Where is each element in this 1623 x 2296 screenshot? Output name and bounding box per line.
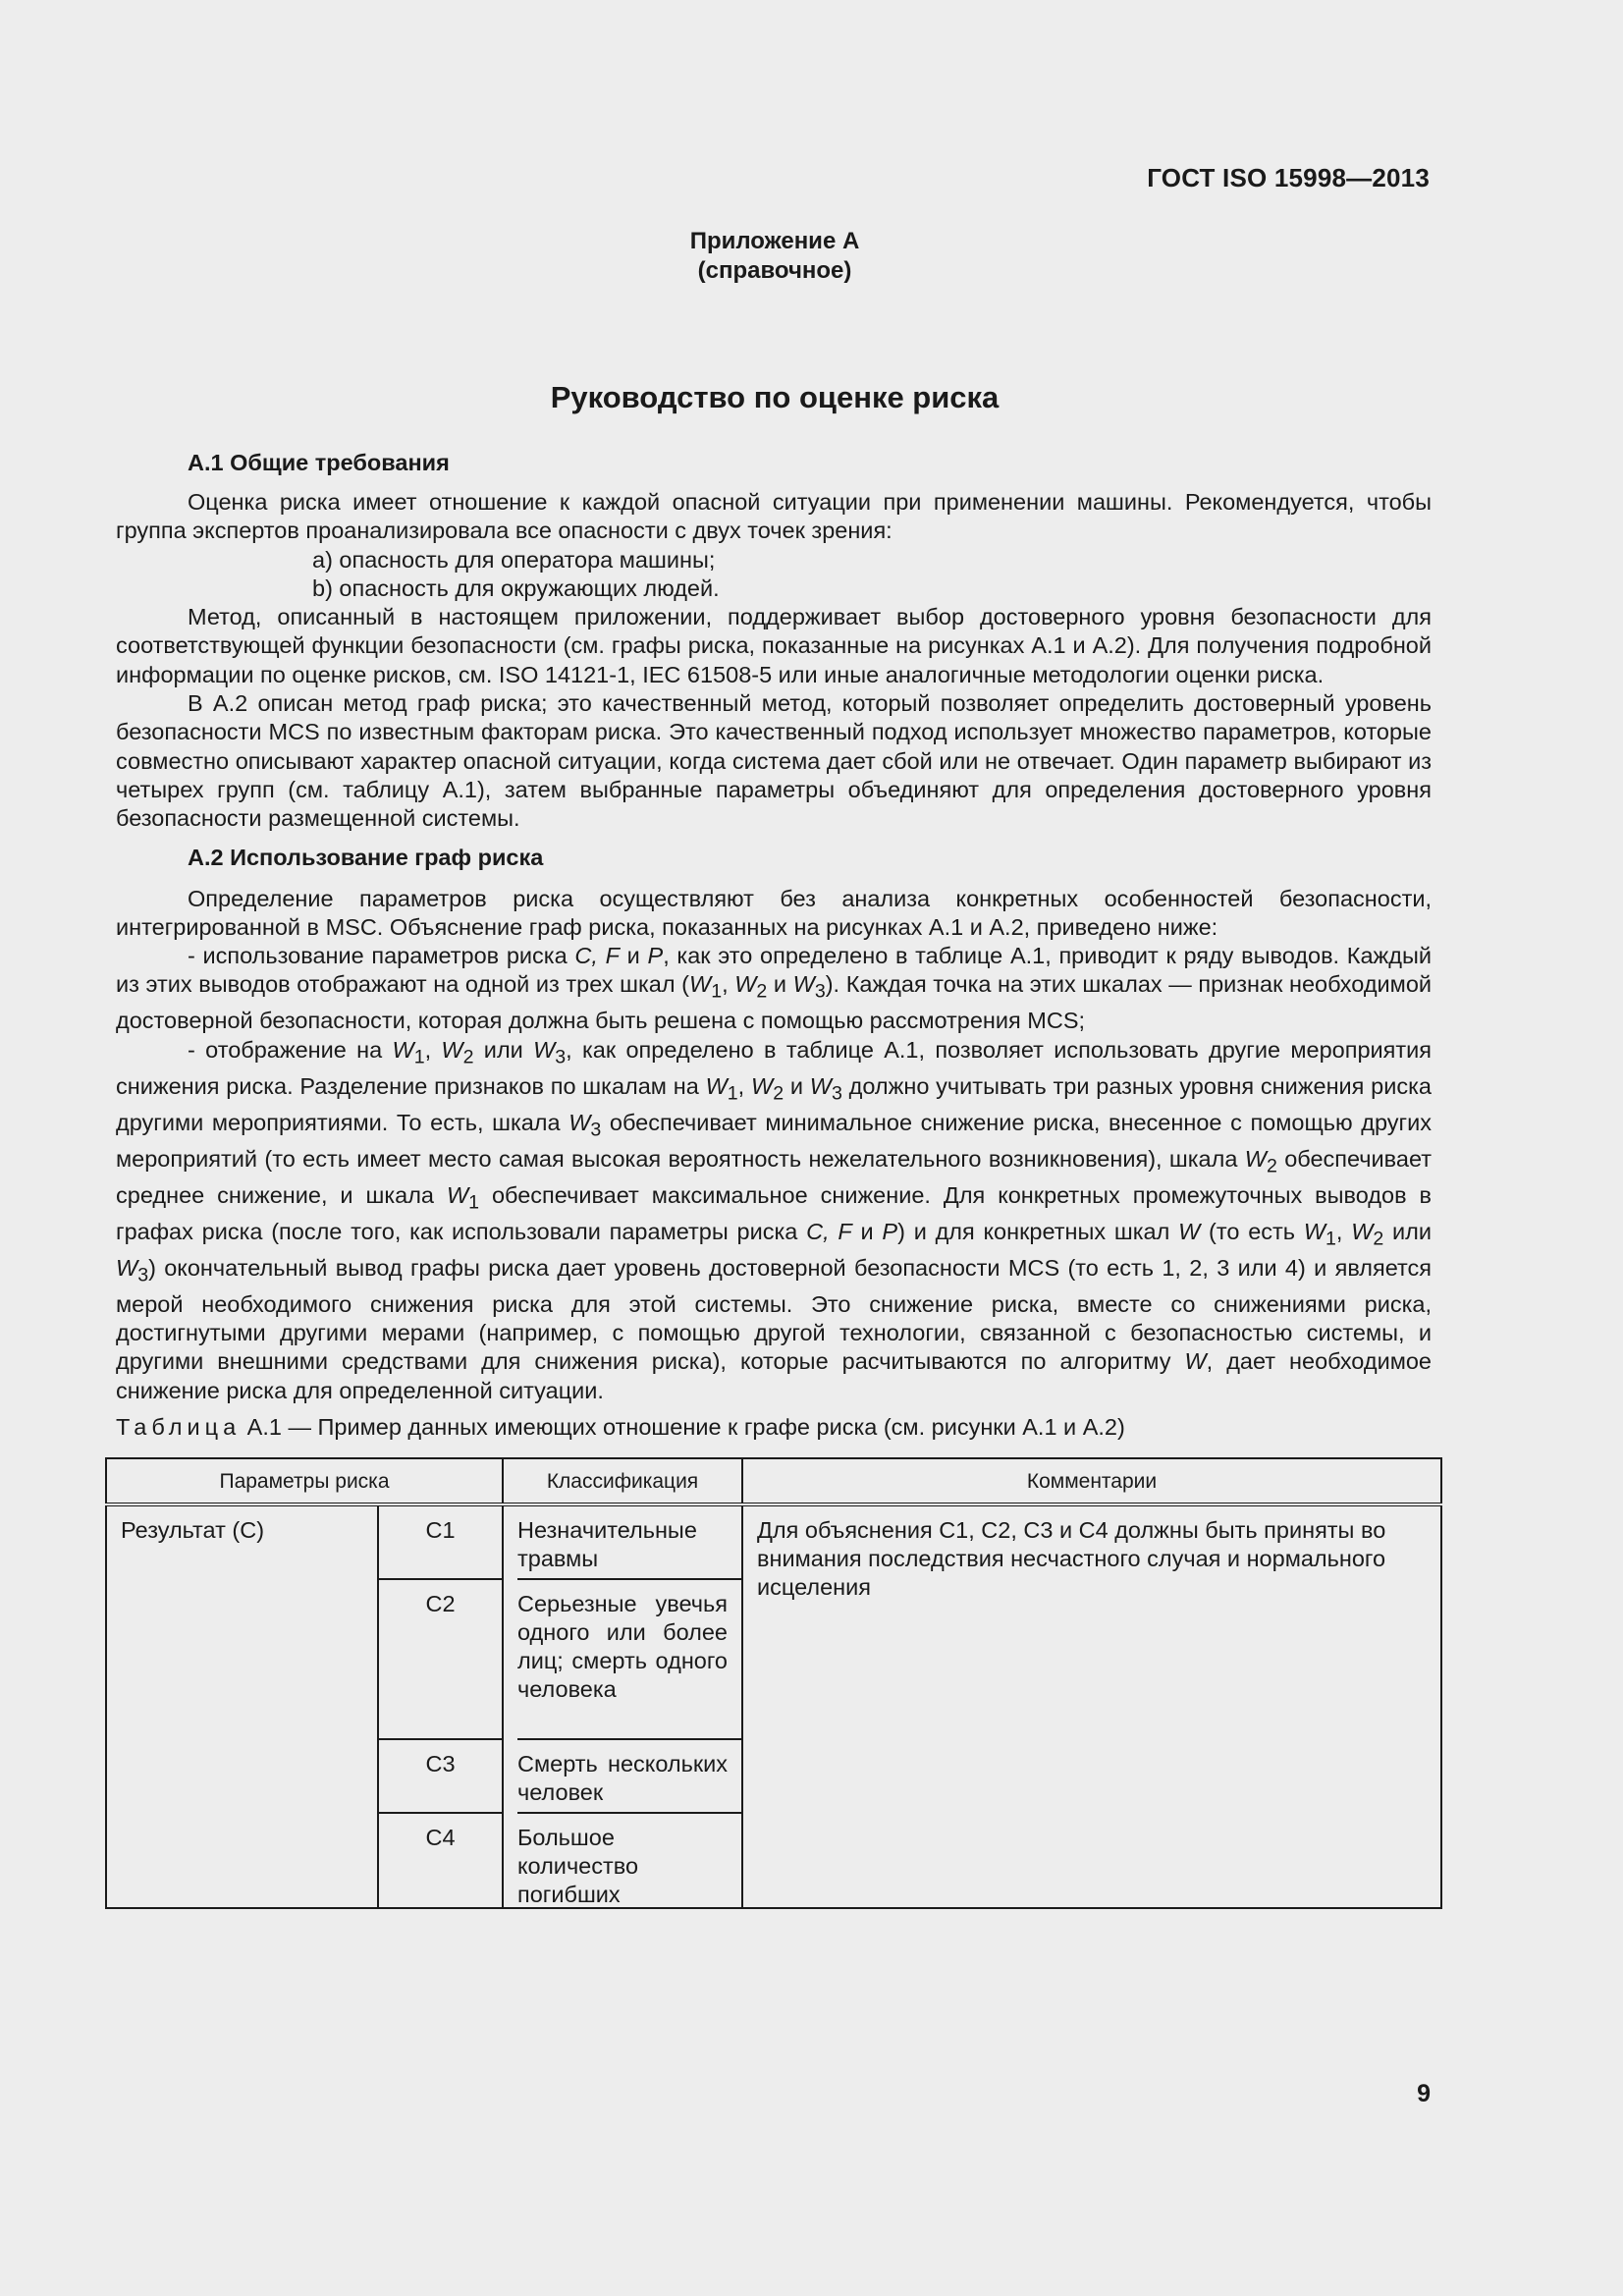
text-run: ). Каждая точка на этих шкалах — признак необходимой достоверной безопасности, которая должна быть решена с помощью рассмотрения MCS; [116,971,1433,1034]
section-a1-paragraph-2: Метод, описанный в настоящем приложении, поддерживает выбор достоверного уровня безопасности для соответствующей функции безопасности (см. графы риска, показанные на рисунках А.1 и А.2). Для получения подробной информации по оценке рисков, см. ISO 14121-1, IEC 61508-5 или иные аналогичные методологии оценки риска. [116,604,1432,687]
italic-var: C, F [574,943,620,969]
subscript: 3 [590,1119,602,1141]
italic-var: C, F [806,1218,852,1244]
parameter-cell: Результат (С) [106,1504,378,1908]
page-title: Руководство по оценке риска [550,380,1000,414]
class-c1: Незначительные травмы [517,1506,741,1580]
class-c4: Большое количество погибших [517,1825,639,1907]
italic-var: W [116,1254,138,1281]
subscript: 2 [1373,1228,1384,1250]
code-c2: С2 [379,1580,502,1740]
italic-var: W [441,1036,463,1063]
table-caption-text: А.1 — Пример данных имеющих отношение к графе риска (см. рисунки А.1 и А.2) [241,1414,1125,1440]
document-body [116,448,1432,1405]
subscript: 2 [462,1046,474,1068]
appendix-title: Приложение А [689,228,860,254]
italic-var: W [1303,1218,1325,1244]
subscript: 3 [814,981,826,1004]
subscript: 2 [1266,1155,1277,1177]
text-run: обеспечивает максимальное снижение. Для конкретных промежуточных выводов в графах риска (после того, как использовали параметры риска [116,1181,1433,1244]
italic-var: W [1178,1218,1201,1244]
codes-cell [378,1504,503,1908]
text-run: должно учитывать три разных уровня снижения риска другими мероприятиями. То есть, шкала [116,1072,1432,1135]
subscript: 1 [727,1082,738,1105]
subscript: 3 [137,1264,149,1286]
code-c1: С1 [379,1506,502,1580]
section-a2-paragraph-3 [116,1036,1432,1405]
italic-var: W [751,1072,774,1099]
table-row [106,1504,1441,1908]
italic-var: W [1184,1348,1207,1375]
text-run: обеспечивает среднее снижение, и шкала [116,1145,1433,1208]
italic-var: P [647,943,664,969]
subscript: 1 [711,981,723,1004]
text-run: и [784,1072,810,1099]
italic-var: P [882,1218,898,1244]
table-header-row [106,1458,1441,1504]
classes-cell [503,1504,742,1908]
header-params: Параметры риска [106,1458,503,1504]
section-a2-paragraph-2 [116,942,1432,1036]
italic-var: W [568,1109,591,1135]
italic-var: W [809,1072,832,1099]
subscript: 3 [555,1046,567,1068]
text-run: - отображение на [188,1036,393,1063]
text-run: и [619,943,648,969]
text-run: , [737,1072,751,1099]
text-run: , [424,1036,442,1063]
text-run: (то есть [1200,1218,1304,1244]
text-run: , [1335,1218,1352,1244]
list-item-b: b) опасность для окружающих людей. [312,574,720,601]
list-item-a: a) опасность для оператора машины; [312,546,716,573]
comment-cell: Для объяснения С1, С2, С3 и С4 должны быть приняты во внимания последствия несчастного случая и нормального исцеления [742,1504,1441,1908]
header-comments: Комментарии [742,1458,1441,1504]
italic-var: W [705,1072,728,1099]
section-a2-heading: А.2 Использование граф риска [188,844,544,870]
appendix-kind: (справочное) [697,257,852,284]
text-run: , [722,971,735,998]
text-run: - использование параметров риска [188,943,575,969]
subscript: 2 [773,1082,784,1105]
page-number: 9 [1417,2080,1431,2107]
subscript: 1 [1325,1228,1336,1250]
text-run: обеспечивает минимальное снижение риска, внесенное с помощью других мероприятий (то есть имеет место самая высокая вероятность нежелательного возникновения), шкала [116,1109,1433,1172]
text-run: ) окончательный вывод графы риска дает уровень достоверной безопасности MCS (то есть 1, 2, 3 или 4) и является мерой необходимого снижения риска для этой системы. Это снижение риска, вместе со снижениями риска, достигнутыми другими мерами (например, с помощью другой технологии, связанной с безопасностью системы, и другими внешними средствами для снижения риска), которые расчитываются по алгоритму [116,1254,1432,1375]
code-c3: С3 [379,1740,502,1814]
subscript: 2 [756,981,768,1004]
class-c2: Серьезные увечья одного или более лиц; смерть одного человека [517,1580,741,1740]
risk-parameters-table [105,1457,1442,1909]
table-caption [116,1412,1125,1442]
table-caption-label: Таблица [116,1414,242,1440]
subscript: 3 [831,1082,842,1105]
section-a1-heading: А.1 Общие требования [188,450,450,475]
section-a1-paragraph-1: Оценка риска имеет отношение к каждой опасной ситуации при применении машины. Рекомендуется, чтобы группа экспертов проанализировала все опасности с двух точек зрения: [116,489,1432,544]
code-c4: С4 [425,1825,456,1850]
standard-id: ГОСТ ISO 15998—2013 [1147,163,1430,192]
italic-var: W [446,1181,469,1208]
subscript: 1 [413,1046,425,1068]
italic-var: W [1351,1218,1374,1244]
italic-var: W [1244,1145,1267,1172]
italic-var: W [392,1036,414,1063]
section-a2-paragraph-1: Определение параметров риска осуществляют без анализа конкретных особенностей безопасности, интегрированной в MSC. Объяснение граф риска, показанных на рисунках А.1 и А.2, приведено ниже: [116,885,1432,940]
italic-var: W [689,971,712,998]
subscript: 1 [468,1191,480,1214]
text-run: , как это определено в таблице А.1, приводит к ряду выводов. Каждый из этих выводов отображают на одной из трех шкал ( [116,943,1432,998]
italic-var: W [533,1036,556,1063]
text-run: и [851,1218,883,1244]
text-run: , дает необходимое снижение риска для определенной ситуации. [116,1348,1432,1403]
appendix-heading [0,227,1549,286]
section-a1-paragraph-3: В А.2 описан метод граф риска; это качественный метод, который позволяет определить достоверный уровень безопасности MCS по известным факторам риска. Это качественный подход использует множество параметров, которые совместно описывают характер опасной ситуации, когда система дает сбой или не отвечает. Один параметр выбирают из четырех групп (см. таблицу А.1), затем выбранные параметры объединяют для определения достоверного уровня безопасности размещенной системы. [116,690,1432,832]
text-run: или [473,1036,534,1063]
text-run: и [767,971,793,998]
class-c3: Смерть нескольких человек [517,1740,741,1814]
header-classification: Классификация [503,1458,742,1504]
italic-var: W [792,971,815,998]
text-run: ) и для конкретных шкал [897,1218,1179,1244]
text-run: или [1383,1218,1433,1244]
text-run: , как определено в таблице А.1, позволяет использовать другие мероприятия снижения риска. Разделение признаков по шкалам на [116,1036,1432,1099]
italic-var: W [734,971,757,998]
